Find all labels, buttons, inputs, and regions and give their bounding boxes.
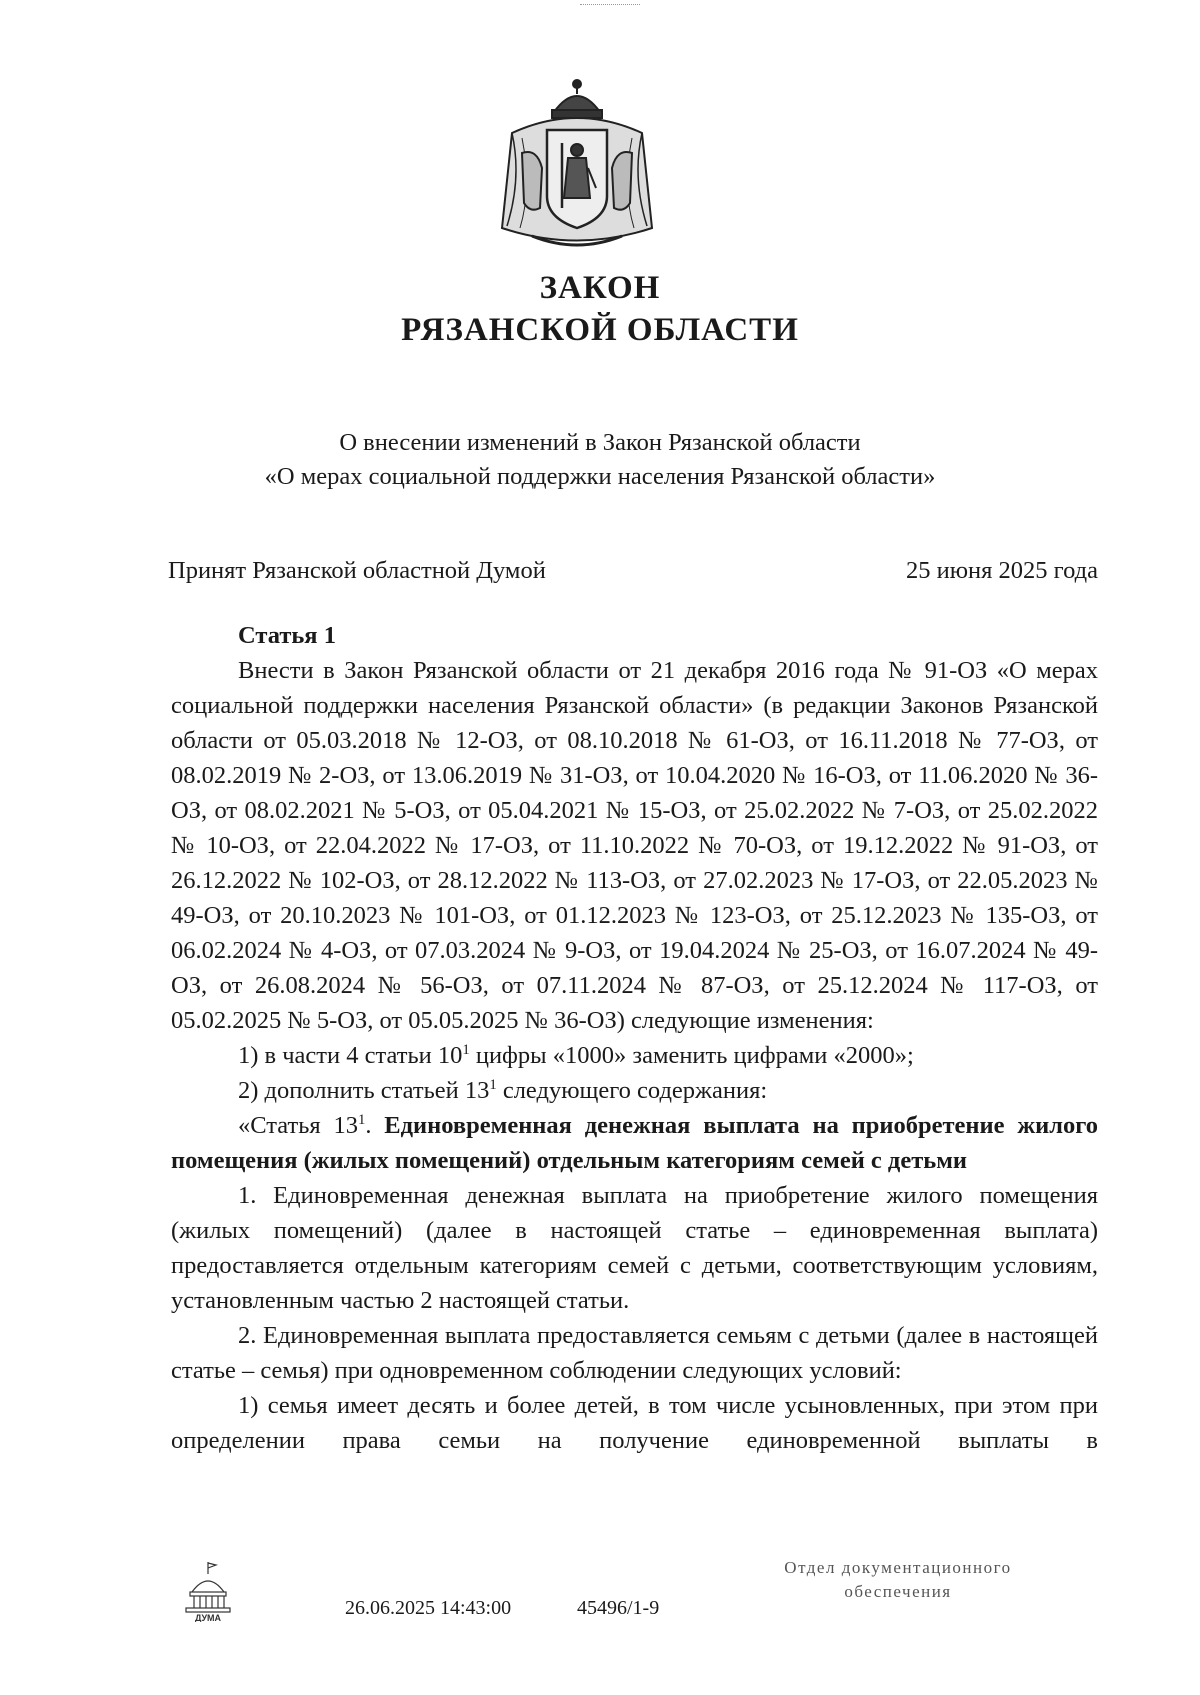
stamp-line1: Отдел документационного: [784, 1558, 1012, 1577]
new-article-heading: «Статья $13^1$. Единовременная денежная выплата на приобретение жилого помещения (жилых помещений) отдельным категориям семей с детьми: [171, 1111, 1098, 1174]
stamp-line2: обеспечения: [844, 1582, 952, 1601]
document-subtitle-line1: О внесении изменений в Закон Рязанской области: [339, 429, 861, 456]
article-heading: Статья 1: [238, 622, 336, 649]
coat-of-arms-icon: [492, 78, 662, 260]
footer-datetime: 26.06.2025 14:43:00: [345, 1597, 512, 1619]
document-subtitle-line2: «О мерах социальной поддержки населения Рязанской области»: [264, 463, 936, 490]
scan-top-mark: [580, 4, 640, 7]
new-article-part-1: 1. Единовременная денежная выплата на приобретение жилого помещения (жилых помещений) (далее в настоящей статье – единовременная выплата) предоставляется отдельным категориям семей с детьми, соответствующим условиям, установленным частью 2 настоящей статьи.: [171, 1182, 1098, 1314]
document-title-line2: РЯЗАНСКОЙ ОБЛАСТИ: [401, 312, 799, 348]
new-article-part-2: 2. Единовременная выплата предоставляется семьям с детьми (далее в настоящей статье – семья) при одновременном соблюдении следующих условий:: [171, 1322, 1098, 1384]
duma-logo-icon: [182, 1560, 234, 1622]
adopted-by: Принят Рязанской областной Думой: [168, 557, 546, 584]
svg-text:ДУМА: ДУМА: [194, 1613, 222, 1622]
amendment-item-1: 1) в части 4 статьи $10^1$ цифры «1000» заменить цифрами «2000»;: [238, 1041, 914, 1069]
adoption-row: [168, 557, 1098, 585]
adopted-date: 25 июня 2025 года: [906, 557, 1098, 584]
article-body: [171, 653, 1098, 1458]
document-title-line1: ЗАКОН: [539, 270, 661, 306]
amendment-item-2: 2) дополнить статьей $13^1$ следующего содержания:: [238, 1076, 768, 1104]
new-article-condition-1: 1) семья имеет десять и более детей, в том числе усыновленных, при этом при определении права семьи на получение единовременной выплаты в: [171, 1392, 1098, 1454]
footer-doc-number: 45496/1-9: [577, 1597, 660, 1619]
article-intro: Внести в Закон Рязанской области от 21 декабря 2016 года № 91-ОЗ «О мерах социальной поддержки населения Рязанской области» (в редакции Законов Рязанской области от 05.03.2018 № 12-ОЗ, от 08.10.2018 № 61-ОЗ, от 16.11.2018 № 77-ОЗ, от 08.02.2019 № 2-ОЗ, от 13.06.2019 № 31-ОЗ, от 10.04.2020 № 16-ОЗ, от 11.06.2020 № 36-ОЗ, от 08.02.2021 № 5-ОЗ, от 05.04.2021 № 15-ОЗ, от 25.02.2022 № 7-ОЗ, от 25.02.2022 № 10-ОЗ, от 22.04.2022 № 17-ОЗ, от 11.10.2022 № 70-ОЗ, от 19.12.2022 № 91-ОЗ, от 26.12.2022 № 102-ОЗ, от 28.12.2022 № 113-ОЗ, от 27.02.2023 № 17-ОЗ, от 22.05.2023 № 49-ОЗ, от 20.10.2023 № 101-ОЗ, от 01.12.2023 № 123-ОЗ, от 25.12.2023 № 135-ОЗ, от 06.02.2024 № 4-ОЗ, от 07.03.2024 № 9-ОЗ, от 19.04.2024 № 25-ОЗ, от 16.07.2024 № 49-ОЗ, от 26.08.2024 № 56-ОЗ, от 07.11.2024 № 87-ОЗ, от 25.12.2024 № 117-ОЗ, от 05.02.2025 № 5-ОЗ, от 05.05.2025 № 36-ОЗ) следующие изменения:: [171, 657, 1098, 1034]
department-stamp: [748, 1556, 1048, 1604]
